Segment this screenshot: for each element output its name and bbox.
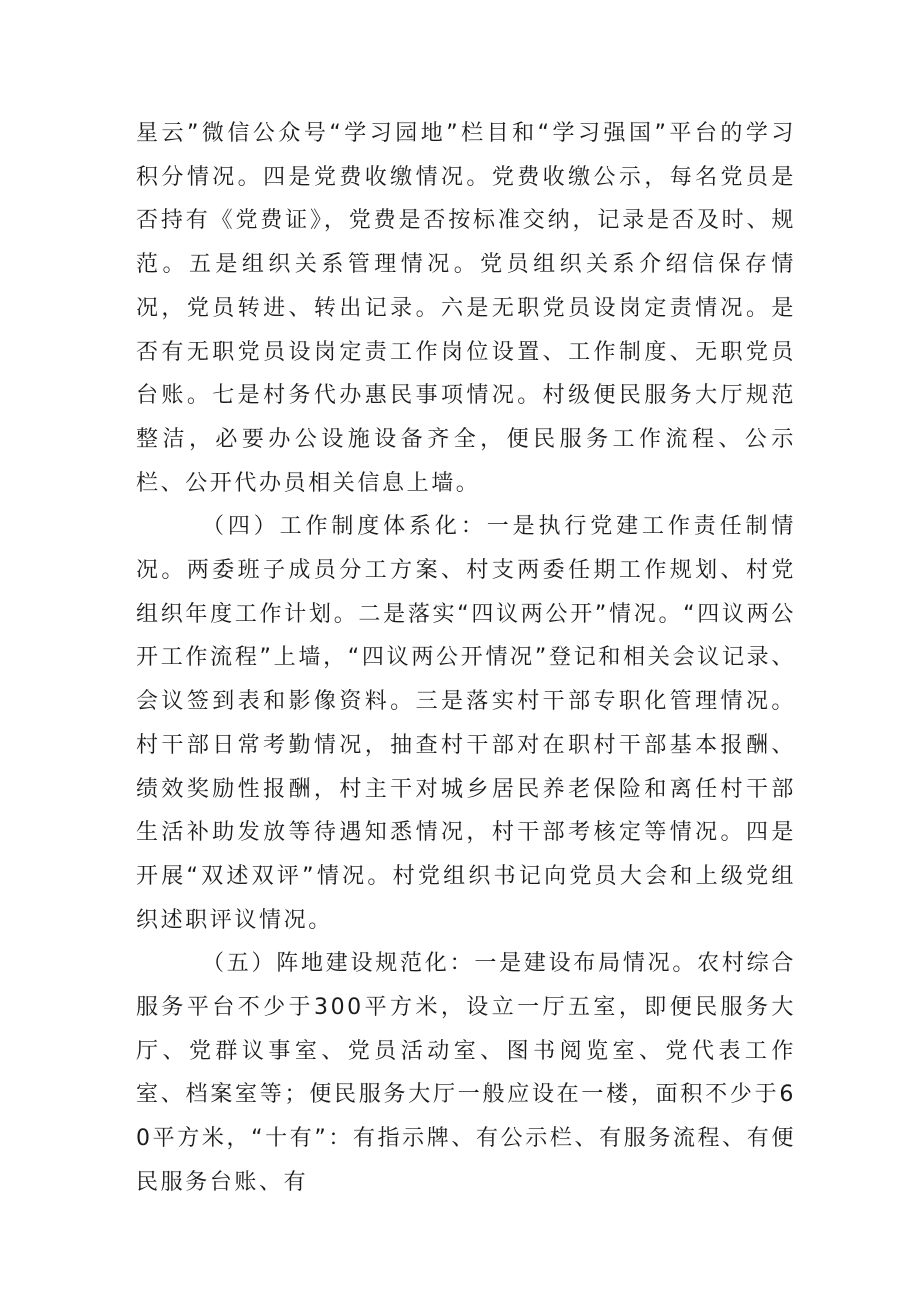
paragraph-section-four: （四）工作制度体系化：一是执行党建工作责任制情况。两委班子成员分工方案、村支两委任期工作规划、村党组织年度工作计划。二是落实“四议两公开”情况。“四议两公开工作流程”上墙，“四议两公开情况”登记和相关会议记录、会议签到表和影像资料。三是落实村干部专职化管理情况。村干部日常考勤情况，抽查村干部对在职村干部基本报酬、绩效奖励性报酬，村主干对城乡居民养老保险和离任村干部生活补助发放等待遇知悉情况，村干部考核定等情况。四是开展“双述双评”情况。村党组织书记向党员大会和上级党组织述职评议情况。 xyxy=(136,514,796,933)
document-body xyxy=(136,112,796,1205)
paragraph-continuation: 星云”微信公众号“学习园地”栏目和“学习强国”平台的学习积分情况。四是党费收缴情况。党费收缴公示，每名党员是否持有《党费证》，党费是否按标准交纳，记录是否及时、规范。五是组织关系管理情况。党员组织关系介绍信保存情况，党员转进、转出记录。六是无职党员设岗定责情况。是否有无职党员设岗定责工作岗位设置、工作制度、无职党员台账。七是村务代办惠民事项情况。村级便民服务大厅规范整洁，必要办公设施设备齐全，便民服务工作流程、公示栏、公开代办员相关信息上墙。 xyxy=(136,121,796,496)
paragraph-section-five: （五）阵地建设规范化：一是建设布局情况。农村综合服务平台不少于300平方米，设立一厅五室，即便民服务大厅、党群议事室、党员活动室、图书阅览室、党代表工作室、档案室等；便民服务大厅一般应设在一楼，面积不少于60平方米，“十有”：有指示牌、有公示栏、有服务流程、有便民服务台账、有 xyxy=(136,951,796,1195)
